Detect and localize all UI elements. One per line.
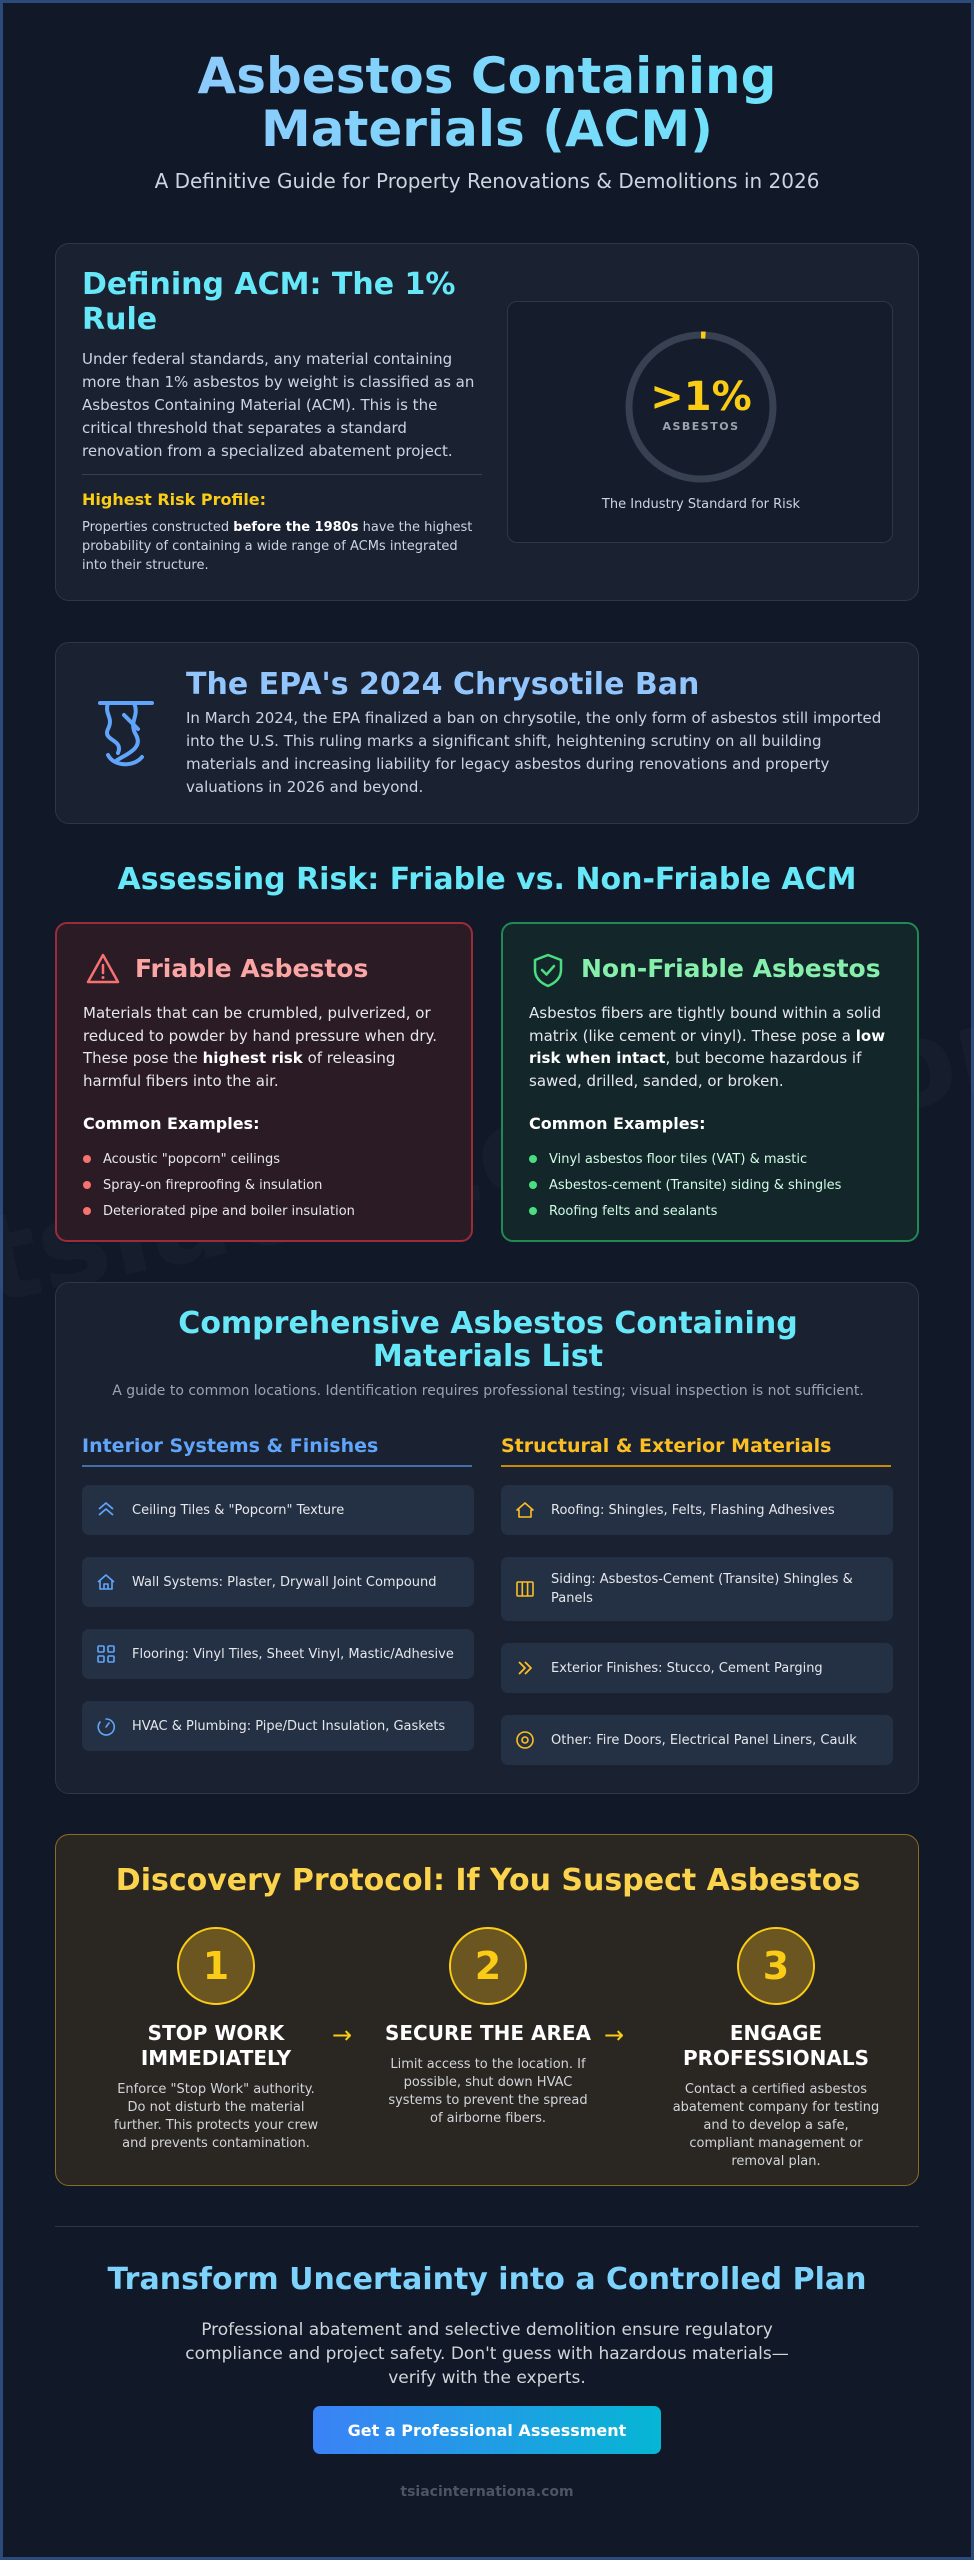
nonfriable-body: Asbestos fibers are tightly bound within a solid matrix (like cement or vinyl). These pose a low risk when intact, but become hazardous if sawed, drilled, sanded, or broken. bbox=[529, 1004, 886, 1090]
material-item: Wall Systems: Plaster, Drywall Joint Compound bbox=[82, 1557, 474, 1607]
material-item: Flooring: Vinyl Tiles, Sheet Vinyl, Mastic/Adhesive bbox=[82, 1629, 474, 1679]
page-subtitle: A Definitive Guide for Property Renovations & Demolitions in 2026 bbox=[154, 169, 820, 193]
bullet-dot bbox=[83, 1181, 91, 1189]
epa-ban-card bbox=[55, 642, 919, 824]
friable-examples-list bbox=[83, 1146, 355, 1224]
step-number: 2 bbox=[449, 1927, 527, 2005]
material-item: Ceiling Tiles & "Popcorn" Texture bbox=[82, 1485, 474, 1535]
defining-title: Defining ACM: The 1% Rule bbox=[82, 267, 456, 337]
protocol-step bbox=[101, 1927, 331, 2153]
arrow-right-icon: → bbox=[332, 2021, 353, 2049]
shield-check-icon bbox=[531, 952, 565, 988]
list-item: Acoustic "popcorn" ceilings bbox=[83, 1146, 355, 1172]
target-icon bbox=[515, 1730, 535, 1750]
layers-icon bbox=[96, 1500, 116, 1520]
list-item: Vinyl asbestos floor tiles (VAT) & mastic bbox=[529, 1146, 841, 1172]
list-item: Deteriorated pipe and boiler insulation bbox=[83, 1198, 355, 1224]
protocol-title: Discovery Protocol: If You Suspect Asbestos bbox=[115, 1863, 861, 1898]
step-title: ENGAGE PROFESSIONALS bbox=[682, 2021, 870, 2070]
arrow-right-icon: → bbox=[604, 2021, 625, 2049]
nonfriable-card bbox=[501, 922, 919, 1242]
bullet-dot bbox=[83, 1155, 91, 1163]
epa-body: In March 2024, the EPA finalized a ban on chrysotile, the only form of asbestos still imported into the U.S. This ruling marks a significant shift, heightening scrutiny on all building materials and increasing liability for legacy asbestos during renovations and property valuations in 2026 and beyond. bbox=[186, 709, 882, 796]
nonfriable-title: Non-Friable Asbestos bbox=[581, 954, 881, 983]
step-number: 1 bbox=[177, 1927, 255, 2005]
materials-list-card bbox=[55, 1282, 919, 1794]
friable-body: Materials that can be crumbled, pulverized, or reduced to powder by hand pressure when dry. These pose the highest risk of releasing harmful fibers into the air. bbox=[83, 1004, 438, 1090]
material-item: Other: Fire Doors, Electrical Panel Liners, Caulk bbox=[501, 1715, 893, 1765]
step-body: Contact a certified asbestos abatement company for testing and to develop a safe, compliant management or removal plan. bbox=[672, 2082, 880, 2169]
defining-body: Under federal standards, any material containing more than 1% asbestos by weight is classified as an Asbestos Containing Material (ACM). This is the critical threshold that separates a standard renovation from a specialized abatement project. bbox=[82, 350, 475, 460]
risk-section-heading: Assessing Risk: Friable vs. Non-Friable ACM bbox=[117, 862, 857, 897]
friable-title: Friable Asbestos bbox=[135, 954, 369, 983]
divider bbox=[55, 2226, 919, 2227]
cta-body: Professional abatement and selective demolition ensure regulatory compliance and project safety. Don't guess with hazardous materials—verify with the experts. bbox=[185, 2320, 789, 2388]
nonfriable-examples-title: Common Examples: bbox=[529, 1114, 706, 1133]
material-item: Exterior Finishes: Stucco, Cement Parging bbox=[501, 1643, 893, 1693]
risk-profile-body: Properties constructed before the 1980s have the highest probability of containing a wide range of ACMs integrated into their structure. bbox=[82, 520, 473, 573]
bullet-dot bbox=[529, 1181, 537, 1189]
list-item: Asbestos-cement (Transite) siding & shingles bbox=[529, 1172, 841, 1198]
material-item: Roofing: Shingles, Felts, Flashing Adhesives bbox=[501, 1485, 893, 1535]
columns-icon bbox=[515, 1579, 535, 1599]
gauge-value: >1% bbox=[650, 374, 752, 420]
step-title: SECURE THE AREA bbox=[384, 2021, 592, 2045]
exterior-column-title: Structural & Exterior Materials bbox=[501, 1435, 891, 1467]
material-item: Siding: Asbestos-Cement (Transite) Shingles & Panels bbox=[501, 1557, 893, 1621]
home-icon bbox=[96, 1572, 116, 1592]
list-item: Spray-on fireproofing & insulation bbox=[83, 1172, 355, 1198]
risk-profile-title: Highest Risk Profile: bbox=[82, 490, 267, 509]
threshold-gauge bbox=[507, 301, 893, 543]
bullet-dot bbox=[83, 1207, 91, 1215]
friable-examples-title: Common Examples: bbox=[83, 1114, 260, 1133]
defining-acm-card bbox=[55, 243, 919, 601]
nonfriable-examples-list bbox=[529, 1146, 841, 1224]
step-body: Enforce "Stop Work" authority. Do not disturb the material further. This protects your crew and prevents contamination. bbox=[113, 2082, 319, 2151]
step-number: 3 bbox=[737, 1927, 815, 2005]
gauge-caption: The Industry Standard for Risk bbox=[601, 497, 801, 512]
discovery-protocol-card bbox=[55, 1834, 919, 2186]
materials-title: Comprehensive Asbestos Containing Materials List bbox=[178, 1306, 798, 1374]
material-item: HVAC & Plumbing: Pipe/Duct Insulation, Gaskets bbox=[82, 1701, 474, 1751]
grid-icon bbox=[96, 1644, 116, 1664]
bullet-dot bbox=[529, 1155, 537, 1163]
protocol-step bbox=[661, 1927, 891, 2171]
epa-title: The EPA's 2024 Chrysotile Ban bbox=[186, 667, 700, 702]
gavel-scroll-icon bbox=[94, 695, 160, 771]
step-title: STOP WORK IMMEDIATELY bbox=[140, 2021, 292, 2070]
get-assessment-button[interactable]: Get a Professional Assessment bbox=[313, 2406, 661, 2454]
protocol-step bbox=[373, 1927, 603, 2128]
roof-icon bbox=[515, 1500, 535, 1520]
step-body: Limit access to the location. If possible, shut down HVAC systems to prevent the spread of airborne fibers. bbox=[388, 2057, 588, 2126]
bullet-dot bbox=[529, 1207, 537, 1215]
page-title: Asbestos Containing Materials (ACM) bbox=[77, 50, 897, 155]
divider bbox=[82, 474, 482, 475]
gauge-icon bbox=[96, 1716, 116, 1736]
footer-domain: tsiacinternationa.com bbox=[400, 2484, 574, 2500]
chevrons-icon bbox=[515, 1658, 535, 1678]
interior-column-title: Interior Systems & Finishes bbox=[82, 1435, 472, 1467]
list-item: Roofing felts and sealants bbox=[529, 1198, 841, 1224]
gauge-label: ASBESTOS bbox=[662, 420, 740, 433]
materials-subtitle: A guide to common locations. Identification requires professional testing; visual inspection is not sufficient. bbox=[112, 1383, 864, 1399]
cta-title: Transform Uncertainty into a Controlled Plan bbox=[107, 2262, 867, 2297]
friable-card bbox=[55, 922, 473, 1242]
warning-triangle-icon bbox=[85, 952, 121, 986]
